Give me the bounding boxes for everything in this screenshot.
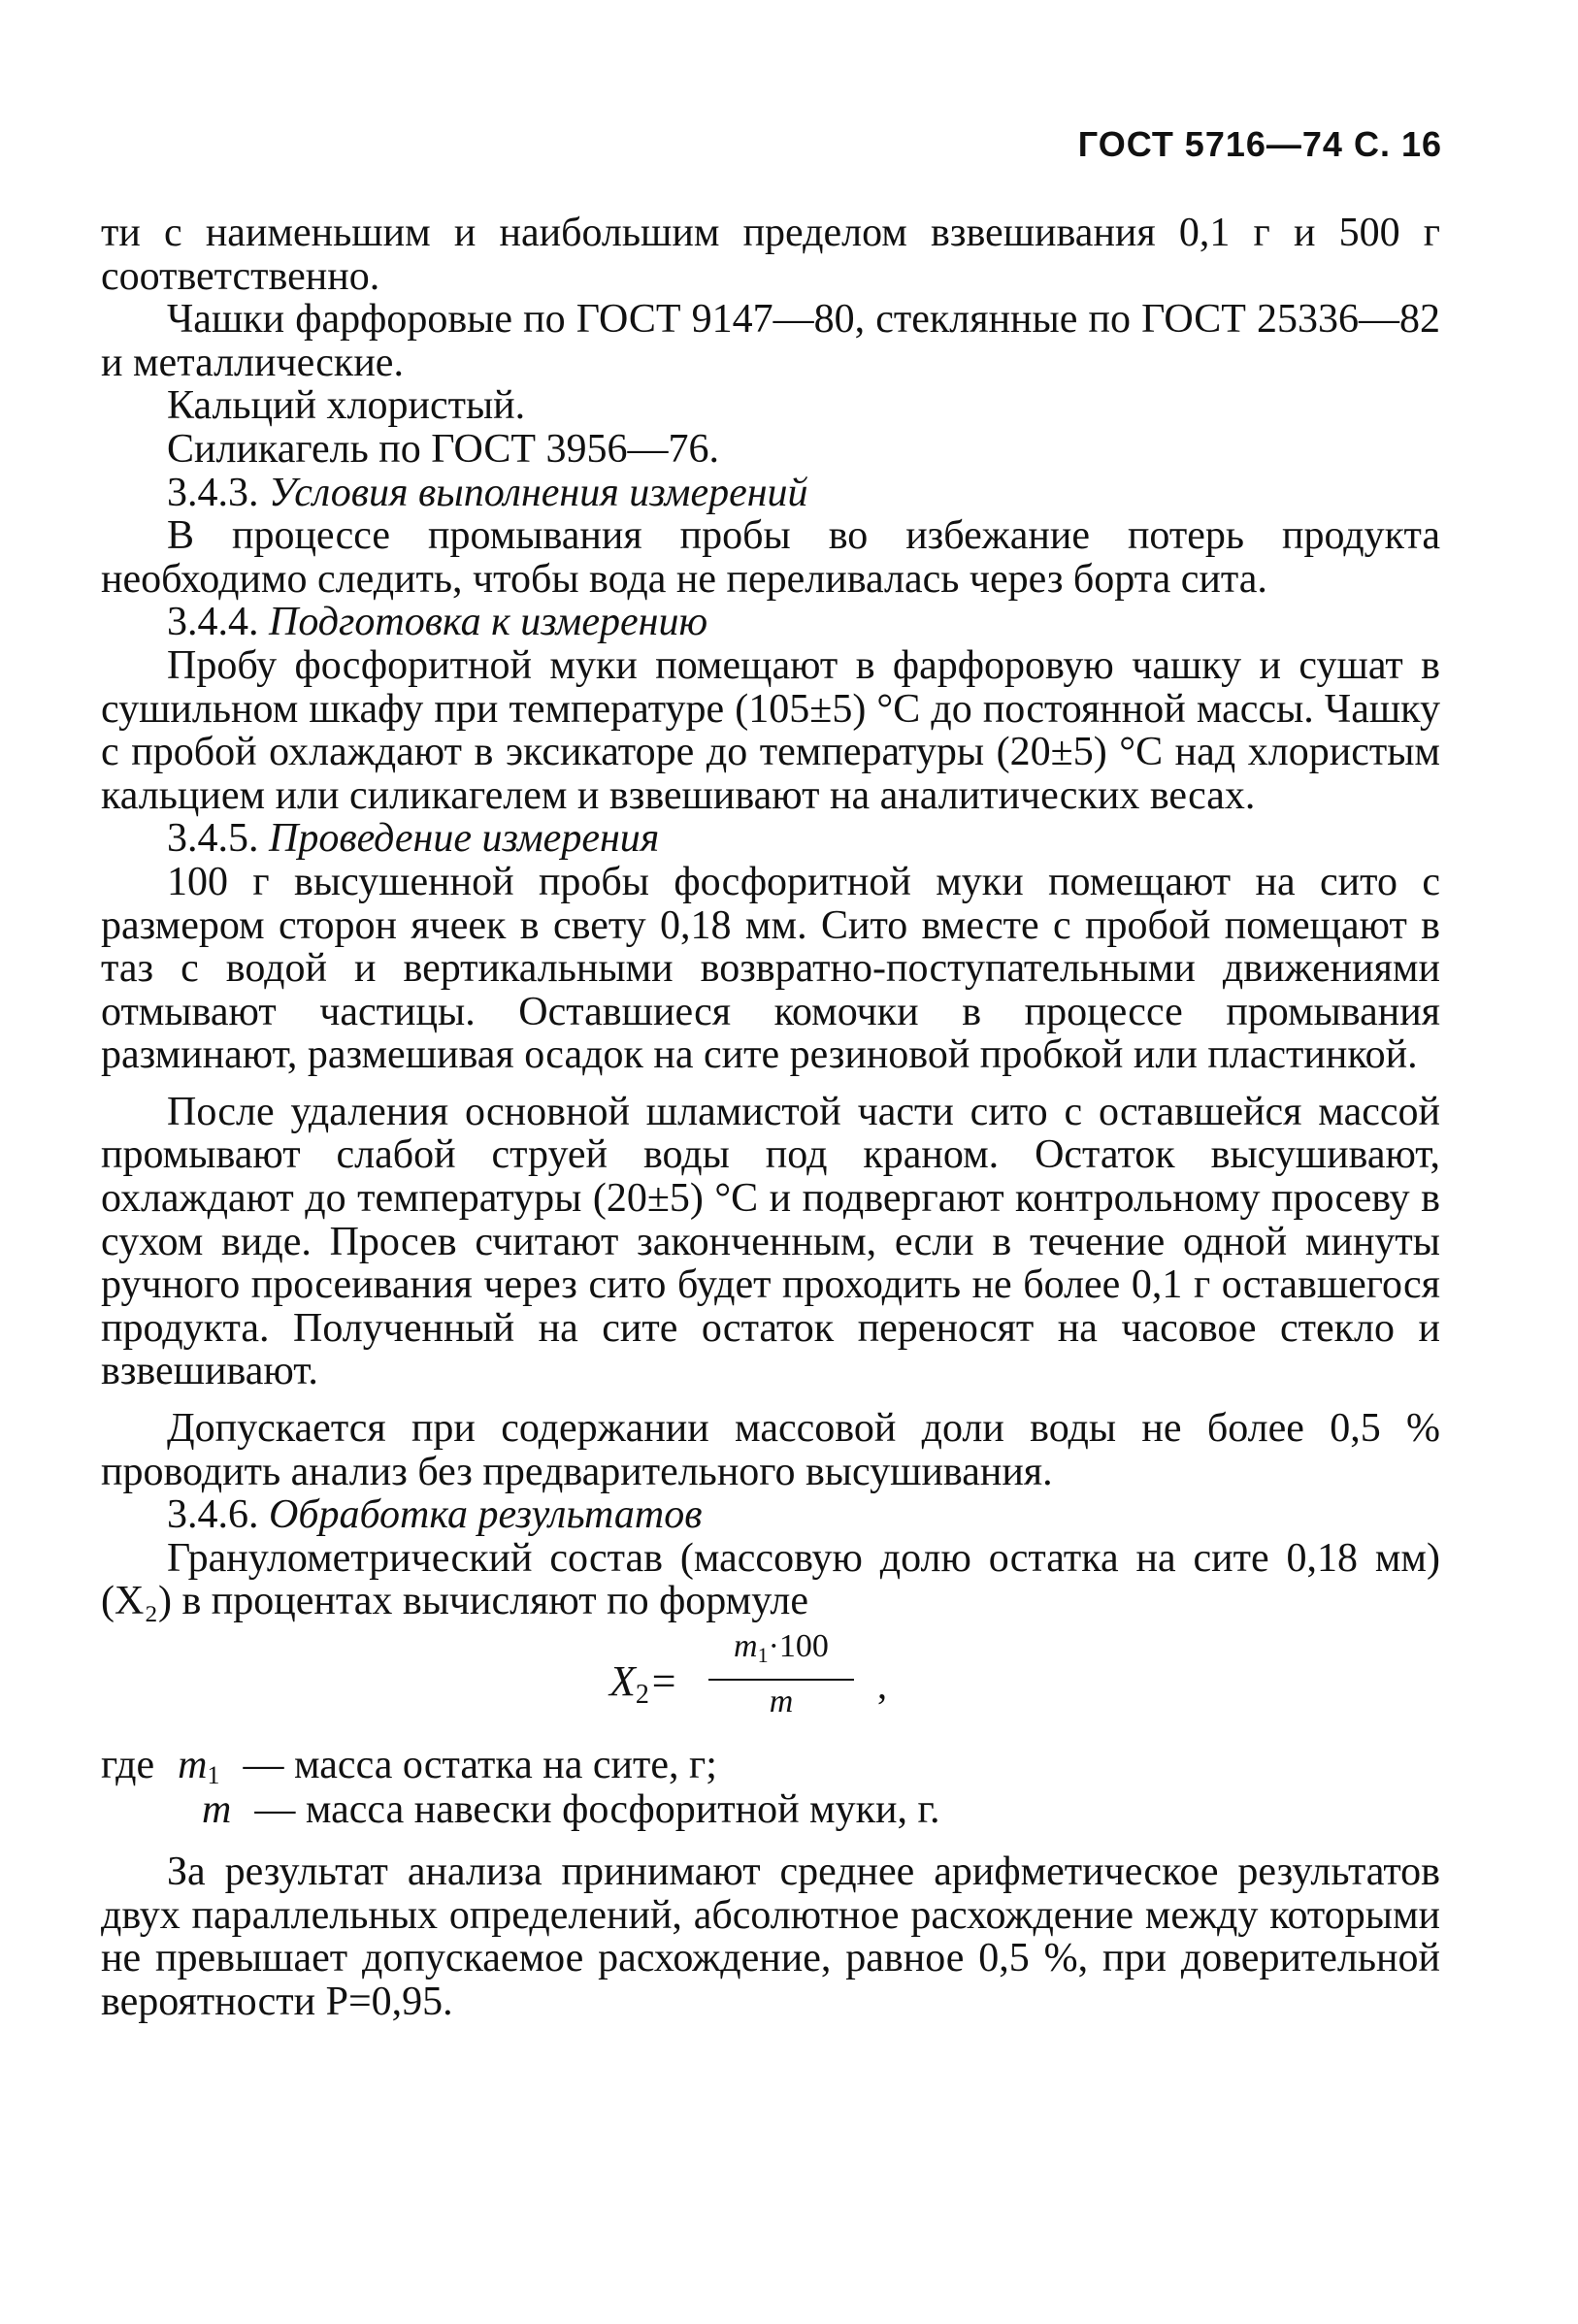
formula-numerator <box>708 1627 854 1675</box>
paragraph-calcium-chloride: Кальций хлористый. <box>167 383 526 429</box>
section-3-4-3-heading <box>101 472 1440 515</box>
definition-text: — масса остатка на сите, г; <box>243 1743 717 1787</box>
numerator-symbol <box>734 1628 769 1667</box>
definition-symbol-letter: m <box>178 1743 208 1787</box>
paragraph-sieving: 100 г высушенной пробы фосфоритной муки помещают на сито с размером сторон ячеек в свету 0,18 мм. Сито вместе с пробой помещают в таз с водой и вертикальными возвратно-поступательными движениями отмывают частицы. Оставшиеся комочки в процессе промывания разминают, размешивая осадок на сите резиновой пробкой или пластинкой. <box>101 859 1440 1078</box>
numerator-symbol-letter: m <box>734 1628 758 1664</box>
formula-definitions <box>101 1744 1440 1837</box>
paragraph-granulometric: Гранулометрический состав (массовую долю остатка на сите 0,18 мм) (X₂) в процентах вычисляют по формуле <box>101 1535 1440 1624</box>
definition-text: — масса навески фосфоритной муки, г. <box>254 1787 940 1832</box>
definition-m <box>202 1788 940 1832</box>
section-title: Проведение измерения <box>269 816 660 862</box>
section-title: Условия выполнения измерений <box>269 470 808 515</box>
numerator-subscript: 1 <box>757 1643 769 1667</box>
formula-x2 <box>101 1627 1440 1744</box>
where-label: где <box>101 1743 155 1787</box>
paragraph-scales-continued: ти с наименьшим и наибольшим пределом взвешивания 0,1 г и 500 г соответственно. <box>101 211 1440 299</box>
section-number: 3.4.6. <box>167 1492 259 1538</box>
definition-symbol-subscript: 1 <box>207 1761 220 1789</box>
formula-lhs <box>609 1657 678 1718</box>
paragraph-result: За результат анализа принимают среднее арифметическое результатов двух параллельных определений, абсолютное расхождение между которыми не превышает допускаемое расхождение, равное 0,5 %, при доверительной вероятности P=0,95. <box>101 1849 1440 2024</box>
definition-symbol: m <box>202 1787 232 1832</box>
page-body <box>101 212 1440 2023</box>
paragraph-cups: Чашки фарфоровые по ГОСТ 9147—80, стеклянные по ГОСТ 25336—82 и металлические. <box>101 297 1440 385</box>
numerator-rest: ·100 <box>768 1628 829 1664</box>
section-number: 3.4.3. <box>167 470 259 515</box>
page-header: ГОСТ 5716—74 С. 16 <box>1077 124 1442 164</box>
formula-comma: , <box>877 1663 887 1707</box>
section-3-4-6-heading <box>101 1493 1440 1537</box>
formula-lhs-subscript: 2 <box>635 1680 649 1710</box>
formula-equals: = <box>648 1657 678 1705</box>
section-3-4-4-heading <box>101 601 1440 644</box>
fraction-bar <box>708 1679 854 1681</box>
definition-symbol <box>178 1743 219 1787</box>
paragraph-allowance: Допускается при содержании массовой доли воды не более 0,5 % проводить анализ без предварительного высушивания. <box>101 1406 1440 1494</box>
paragraph-rinsing: После удаления основной шламистой части сито с оставшейся массой промывают слабой струей воды под краном. Остаток высушивают, охлаждают до температуры (20±5) °С и подвергают контрольному просеву в сухом виде. Просев считают законченным, если в течение одной минуты ручного просеивания через сито будет проходить не более 0,1 г оставшегося продукта. Полученный на сите остаток переносят на часовое стекло и взвешивают. <box>101 1089 1440 1394</box>
paragraph-silica-gel: Силикагель по ГОСТ 3956—76. <box>167 426 719 472</box>
formula-lhs-symbol: X <box>609 1657 636 1705</box>
section-number: 3.4.5. <box>167 816 259 862</box>
section-number: 3.4.4. <box>167 600 259 645</box>
section-title: Подготовка к измерению <box>269 600 708 645</box>
paragraph-preparation: Пробу фосфоритной муки помещают в фарфоровую чашку и сушат в сушильном шкафу при температуре (105±5) °С до постоянной массы. Чашку с пробой охлаждают в эксикаторе до температуры (20±5) °С над хлористым кальцием или силикагелем и взвешивают на аналитических весах. <box>101 642 1440 818</box>
formula-denominator: m <box>769 1684 794 1719</box>
formula-fraction <box>708 1627 854 1721</box>
section-title: Обработка результатов <box>269 1492 703 1538</box>
paragraph-measurement-conditions: В процессе промывания пробы во избежание потерь продукта необходимо следить, чтобы вода не переливалась через борта сита. <box>101 513 1440 602</box>
section-3-4-5-heading <box>101 817 1440 861</box>
